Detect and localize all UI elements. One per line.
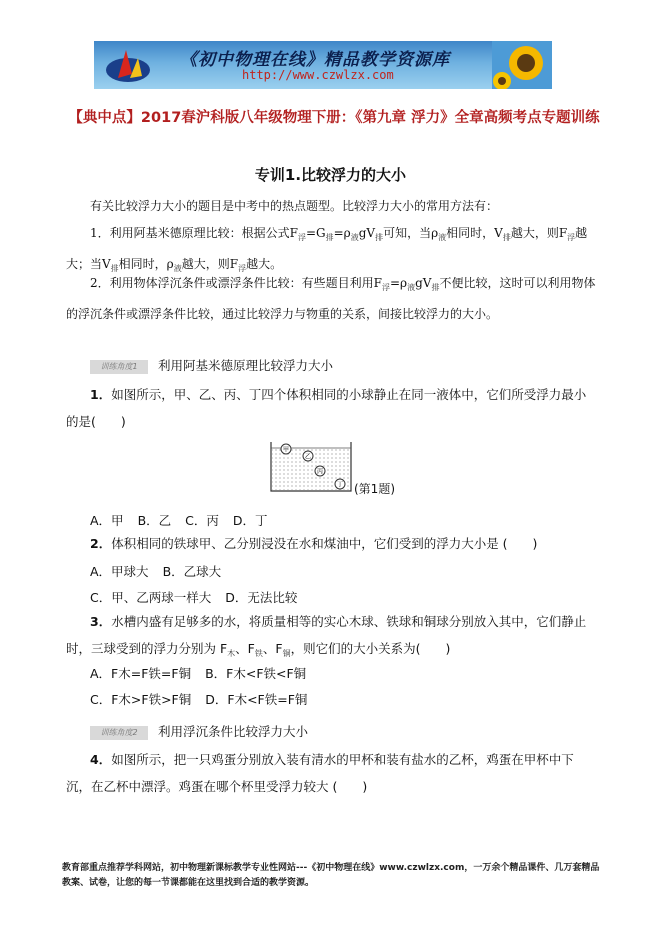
page-footer: 教育部重点推荐学科网站，初中物理新课标教学专业性网站---《初中物理在线》www.czwlzx.com，一万余个精品课件、几万套精品教案、试卷，让您的每一节课都能在这里找到合适的教学资源。 [62,863,600,888]
question-2: 2．体积相同的铁球甲、乙分别浸没在水和煤油中，它们受到的浮力大小是 ( ) [90,536,538,551]
option-a[interactable]: A．F木=F铁=F铜 [90,666,192,681]
ball-label: 乙 [304,453,312,461]
training-angle-tag: 训练角度2 [90,726,148,740]
option-d[interactable]: D．丁 [232,513,268,528]
document-title: 【典中点】2017春沪科版八年级物理下册：《第九章 浮力》全章高频考点专题训练 [68,110,600,126]
q2-options-row1 [90,562,221,580]
banner-url[interactable]: http://www.czwlzx.com [242,68,394,82]
training-angle-tag: 训练角度1 [90,360,148,374]
option-d[interactable]: D．无法比较 [225,590,298,605]
site-logo-icon [104,44,152,86]
method-1: 1．利用阿基米德原理比较：根据公式$F_浮=G_排=\rho_液gV_排$可知，当$\rho_液$相同时，$V_排$越大，则$F_浮$越大；当$V_排$相同时，$\rho_液$越大，则$F_浮$越大。 [66,226,588,273]
training-angle-1: 训练角度1 利用阿基米德原理比较浮力大小 [90,356,333,374]
ball-label: 甲 [282,446,290,454]
q1-container-figure [270,440,352,492]
q3-options-row2 [90,690,307,708]
figure-caption: (第1题) [354,482,395,496]
option-c[interactable]: C．F木>F铁>F铜 [90,692,192,707]
training-angle-2: 训练角度2 利用浮沉条件比较浮力大小 [90,722,308,740]
header-banner [94,41,552,89]
option-a[interactable]: A．甲 [90,513,124,528]
ball-label: 丙 [316,468,324,476]
method-2: 2．利用物体浮沉条件或漂浮条件比较：有些题目利用$F_浮=\rho_液gV_排$不便比较，这时可以利用物体的浮沉条件或漂浮条件比较，通过比较浮力与物重的关系，间接比较浮力的大小。 [66,276,596,321]
question-1: 1．如图所示，甲、乙、丙、丁四个体积相同的小球静止在同一液体中，它们所受浮力最小的是( ) [66,387,587,429]
option-d[interactable]: D．F木<F铁=F铜 [205,692,308,707]
ball-label: 丁 [336,481,344,489]
sunflower-icon [492,41,552,89]
option-b[interactable]: B．F木<F铁<F铜 [205,666,307,681]
banner-title: 《初中物理在线》精品教学资源库 [180,50,450,70]
q3-options-row1 [90,664,306,682]
question-3: 3．水槽内盛有足够多的水，将质量相等的实心木球、铁球和铜球分别放入其中，它们静止时，三球受到的浮力分别为 $F_木$、$F_铁$、$F_铜$，则它们的大小关系为( ) [66,614,587,658]
q2-options-row2 [90,588,297,606]
q1-options [90,511,268,529]
section-title: 专训1.比较浮力的大小 [254,166,407,184]
option-b[interactable]: B．乙 [137,513,172,528]
option-b[interactable]: B．乙球大 [162,564,222,579]
intro-paragraph: 有关比较浮力大小的题目是中考中的热点题型。比较浮力大小的常用方法有： [90,199,499,213]
option-c[interactable]: C．丙 [185,513,219,528]
question-4: 4．如图所示，把一只鸡蛋分别放入装有清水的甲杯和装有盐水的乙杯，鸡蛋在甲杯中下沉，在乙杯中漂浮。鸡蛋在哪个杯里受浮力较大 ( ) [66,752,574,794]
option-c[interactable]: C．甲、乙两球一样大 [90,590,212,605]
option-a[interactable]: A．甲球大 [90,564,149,579]
